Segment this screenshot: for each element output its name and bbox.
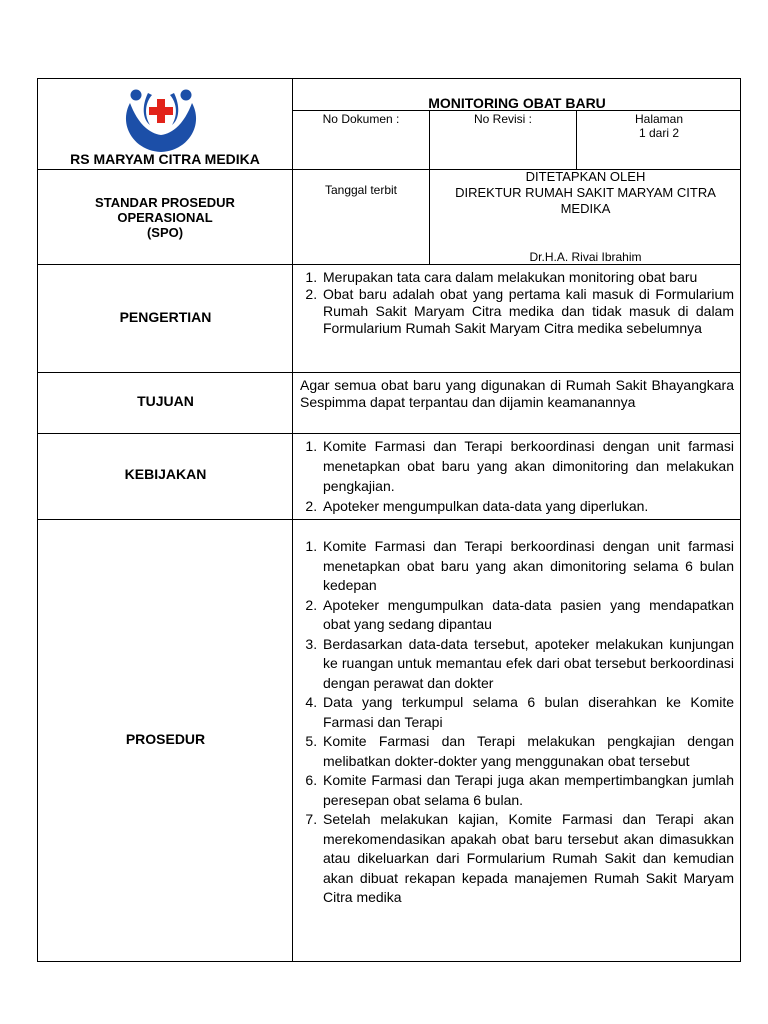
- hospital-name: RS MARYAM CITRA MEDIKA: [70, 151, 260, 167]
- kebijakan-list: [300, 436, 734, 516]
- ditetapkan-line-1: DITETAPKAN OLEH: [525, 169, 646, 184]
- spo-line-1: STANDAR PROSEDUR: [95, 195, 235, 210]
- row-divider-2: [38, 264, 741, 265]
- prosedur-content: [300, 537, 734, 908]
- tanggal-terbit-label: Tanggal terbit: [324, 183, 398, 197]
- prosedur-item: 3. Berdasarkan data-data tersebut, apoteker melakukan kunjungan ke ruangan untuk memantau efek dari obat tersebut berkoordinasi dengan perawat dan dokter: [321, 635, 734, 694]
- pengertian-list: [300, 269, 734, 337]
- halaman-value: 1 dari 2: [638, 126, 680, 140]
- halaman-cell: [577, 112, 741, 140]
- kebijakan-item: 1. Komite Farmasi dan Terapi berkoordinasi dengan unit farmasi menetapkan obat baru yang akan dimonitoring dan melakukan pengkajian.: [321, 436, 734, 496]
- prosedur-item: 2. Apoteker mengumpulkan data-data pasien yang mendapatkan obat yang sedang dipantau: [321, 596, 734, 635]
- row-divider-4: [38, 433, 741, 434]
- spo-document: [37, 78, 741, 962]
- spo-line-2: OPERASIONAL: [117, 210, 213, 225]
- kebijakan-item: 2. Apoteker mengumpulkan data-data yang diperlukan.: [321, 496, 734, 516]
- document-title: MONITORING OBAT BARU: [428, 95, 606, 111]
- column-divider: [292, 79, 293, 962]
- prosedur-list: [300, 537, 734, 908]
- row-divider-3: [38, 372, 741, 373]
- ditetapkan-block: [430, 169, 741, 217]
- row-divider-5: [38, 519, 741, 520]
- spo-line-3: (SPO): [146, 225, 184, 240]
- prosedur-item: 5. Komite Farmasi dan Terapi melakukan pengkajian dengan melibatkan dokter-dokter yang menggunakan obat tersebut: [321, 732, 734, 771]
- prosedur-label: PROSEDUR: [125, 731, 206, 747]
- prosedur-item: 6. Komite Farmasi dan Terapi juga akan mempertimbangkan jumlah peresepan obat selama 6 bulan.: [321, 771, 734, 810]
- signatory-name: Dr.H.A. Rivai Ibrahim: [529, 250, 642, 264]
- prosedur-item: 1. Komite Farmasi dan Terapi berkoordinasi dengan unit farmasi menetapkan obat baru yang akan dimonitoring selama 6 bulan kedepan: [321, 537, 734, 596]
- pengertian-item: 2. Obat baru adalah obat yang pertama kali masuk di Formularium Rumah Sakit Maryam Citra medika dan tidak masuk di dalam Formularium Rumah Sakit Maryam Citra medika sebelumnya: [321, 286, 734, 337]
- spo-label: [38, 195, 292, 240]
- kebijakan-content: [300, 436, 734, 516]
- prosedur-item: 4. Data yang terkumpul selama 6 bulan diserahkan ke Komite Farmasi dan Terapi: [321, 693, 734, 732]
- prosedur-item: 7. Setelah melakukan kajian, Komite Farmasi dan Terapi akan merekomendasikan apakah obat baru tersebut akan dimasukkan atau dikeluarkan dari Formularium Rumah Sakit dan kemudian akan dibuat rekapan kepada manajemen Rumah Sakit Maryam Citra medika: [321, 810, 734, 908]
- pengertian-content: [300, 269, 734, 337]
- tujuan-text: Agar semua obat baru yang digunakan di Rumah Sakit Bhayangkara Sespimma dapat terpantau dan dijamin keamanannya: [300, 377, 734, 410]
- halaman-label: Halaman: [634, 112, 684, 126]
- ditetapkan-line-2: DIREKTUR RUMAH SAKIT MARYAM CITRA MEDIKA: [455, 185, 716, 216]
- pengertian-label: PENGERTIAN: [119, 309, 212, 325]
- hospital-logo-icon: [120, 89, 202, 153]
- pengertian-item: 1. Merupakan tata cara dalam melakukan monitoring obat baru: [321, 269, 734, 286]
- no-dokumen-label: No Dokumen :: [322, 112, 400, 126]
- no-revisi-label: No Revisi :: [473, 112, 532, 126]
- kebijakan-label: KEBIJAKAN: [124, 466, 207, 482]
- tujuan-label: TUJUAN: [137, 393, 194, 409]
